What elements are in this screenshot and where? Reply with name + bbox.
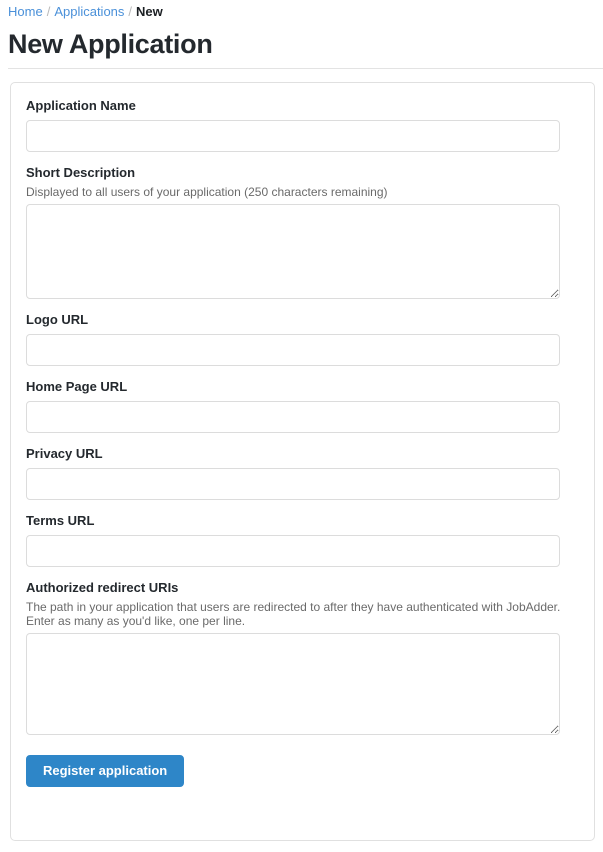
breadcrumb-separator: / xyxy=(46,4,51,19)
label-logo-url: Logo URL xyxy=(26,312,89,327)
label-home-page-url: Home Page URL xyxy=(26,379,128,394)
application-name-input[interactable] xyxy=(26,120,560,152)
field-authorized-redirect-uris xyxy=(26,579,579,735)
field-application-name xyxy=(26,97,579,152)
field-short-description xyxy=(26,164,579,299)
breadcrumb xyxy=(0,0,603,21)
page-title: New Application xyxy=(8,29,213,59)
breadcrumb-item-home[interactable]: Home xyxy=(8,4,43,19)
authorized-redirect-uris-textarea[interactable] xyxy=(26,633,560,735)
title-divider xyxy=(8,68,603,69)
home-page-url-input[interactable] xyxy=(26,401,560,433)
help-line: The path in your application that users are redirected to after they have authenticated with JobAdder. xyxy=(26,600,561,614)
application-form-panel xyxy=(10,82,595,841)
privacy-url-input[interactable] xyxy=(26,468,560,500)
label-authorized-redirect-uris: Authorized redirect URIs xyxy=(26,580,179,595)
logo-url-input[interactable] xyxy=(26,334,560,366)
field-home-page-url xyxy=(26,378,579,433)
field-privacy-url xyxy=(26,445,579,500)
breadcrumb-item-applications[interactable]: Applications xyxy=(54,4,125,19)
label-privacy-url: Privacy URL xyxy=(26,446,103,461)
label-terms-url: Terms URL xyxy=(26,513,95,528)
field-logo-url xyxy=(26,311,579,366)
short-description-textarea[interactable] xyxy=(26,204,560,299)
help-line: Displayed to all users of your application (250 characters remaining) xyxy=(26,185,388,199)
help-authorized-redirect-uris xyxy=(26,600,579,628)
breadcrumb-separator: / xyxy=(128,4,133,19)
label-short-description: Short Description xyxy=(26,165,136,180)
register-application-button[interactable]: Register application xyxy=(26,755,184,787)
help-line: Enter as many as you'd like, one per line. xyxy=(26,614,246,628)
terms-url-input[interactable] xyxy=(26,535,560,567)
help-short-description xyxy=(26,185,579,199)
field-terms-url xyxy=(26,512,579,567)
breadcrumb-item-new: New xyxy=(136,4,163,19)
submit-row xyxy=(26,755,579,787)
label-application-name: Application Name xyxy=(26,98,136,113)
application-form xyxy=(11,83,594,787)
